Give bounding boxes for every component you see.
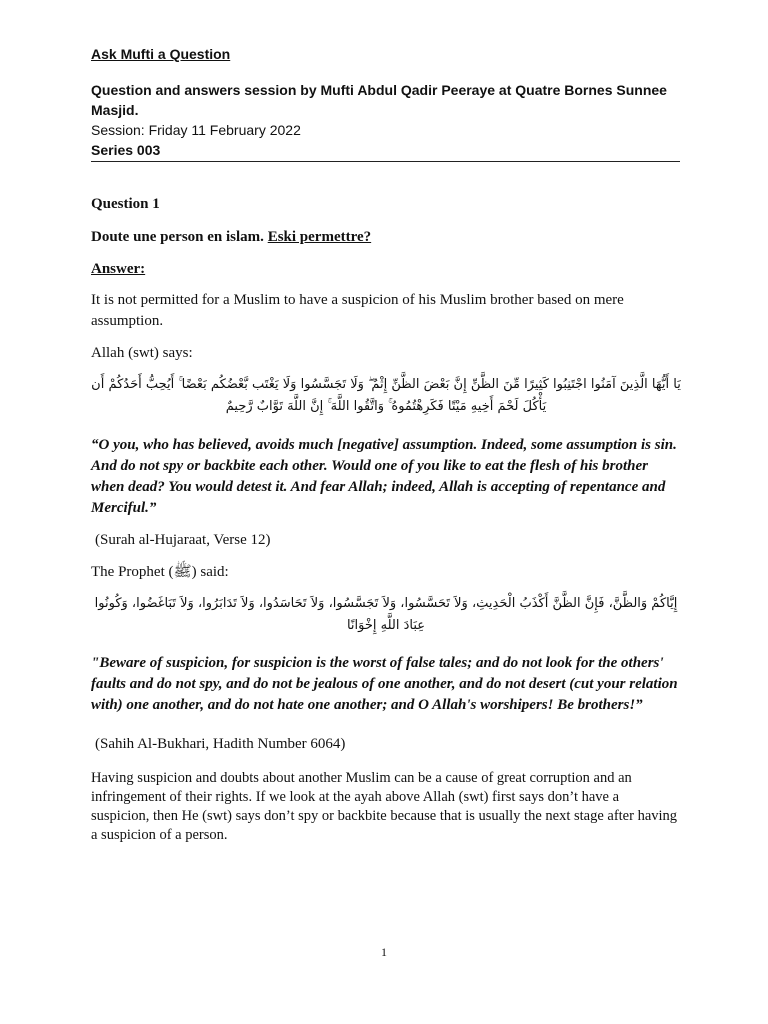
document-title: Ask Mufti a Question: [91, 46, 231, 62]
answer-heading: Answer:: [91, 261, 146, 277]
hadith-translation: "Beware of suspicion, for suspicion is the worst of false tales; and do not look for the others' faults and do not spy, and do not be jealous of one another, and do not desert (cut your relation with) one another, and do not hate one another; and O Allah's worshipers! Be brothers!”: [91, 655, 678, 713]
document-body: [91, 194, 681, 845]
answer-intro: It is not permitted for a Muslim to have a suspicion of his Muslim brother based on mere assumption.: [91, 292, 624, 329]
prophet-said-label: The Prophet (ﷺ) said:: [91, 564, 229, 580]
session-info: [91, 80, 681, 160]
session-date: Session: Friday 11 February 2022: [91, 122, 301, 138]
session-heading-line2: Masjid.: [91, 102, 139, 118]
question-heading: Question 1: [91, 196, 160, 212]
allah-says-label: Allah (swt) says:: [91, 345, 193, 361]
quran-reference: (Surah al-Hujaraat, Verse 12): [95, 532, 271, 548]
document-header: [91, 44, 681, 160]
hadith-reference: (Sahih Al-Bukhari, Hadith Number 6064): [95, 736, 346, 752]
question-text: [91, 227, 681, 248]
header-divider: [91, 161, 680, 162]
quran-verse-arabic: يَا أَيُّهَا الَّذِينَ آمَنُوا اجْتَنِبُوا كَثِيرًا مِّنَ الظَّنِّ إِنَّ بَعْضَ الظَّنِّ إِثْمٌ ۖ وَلَا تَجَسَّسُوا وَلَا يَغْتَب بَّعْضُكُم بَعْضًا ۚ أَيُحِبُّ أَحَدُكُمْ أَن يَأْكُلَ لَحْمَ أَخِيهِ مَيْتًا فَكَرِهْتُمُوهُ ۚ وَاتَّقُوا اللَّهَ ۚ إِنَّ اللَّهَ تَوَّابٌ رَّحِيمٌ: [91, 377, 681, 414]
conclusion-paragraph: Having suspicion and doubts about another Muslim can be a cause of great corruption and an infringement of their rights. If we look at the ayah above Allah (swt) first says don’t have a suspicion, then He (swt) says don’t spy or backbite because that is usually the next stage after having a suspicion of a person.: [91, 770, 678, 843]
session-heading-line1: Question and answers session by Mufti Abdul Qadir Peeraye at Quatre Bornes Sunnee: [91, 82, 667, 98]
question-text-part1: Doute une person en islam.: [91, 229, 264, 245]
question-text-part2: Eski permettre?: [267, 229, 372, 245]
series-label: Series 003: [91, 142, 161, 158]
quran-translation: “O you, who has believed, avoids much [negative] assumption. Indeed, some assumption is sin. And do not spy or backbite each other. Would one of you like to eat the flesh of his brother when dead? You would detest it. And fear Allah; indeed, Allah is accepting of repentance and Merciful.”: [91, 437, 677, 516]
hadith-arabic: إِيَّاكُمْ وَالظَّنَّ، فَإِنَّ الظَّنَّ أَكْذَبُ الْحَدِيثِ، وَلاَ تَحَسَّسُوا، وَلاَ تَجَسَّسُوا، وَلاَ تَحَاسَدُوا، وَلاَ تَدَابَرُوا، وَلاَ تَبَاغَضُوا، وَكُونُوا عِبَادَ اللَّهِ إِخْوَانًا: [94, 596, 678, 633]
page-number: 1: [381, 945, 387, 959]
